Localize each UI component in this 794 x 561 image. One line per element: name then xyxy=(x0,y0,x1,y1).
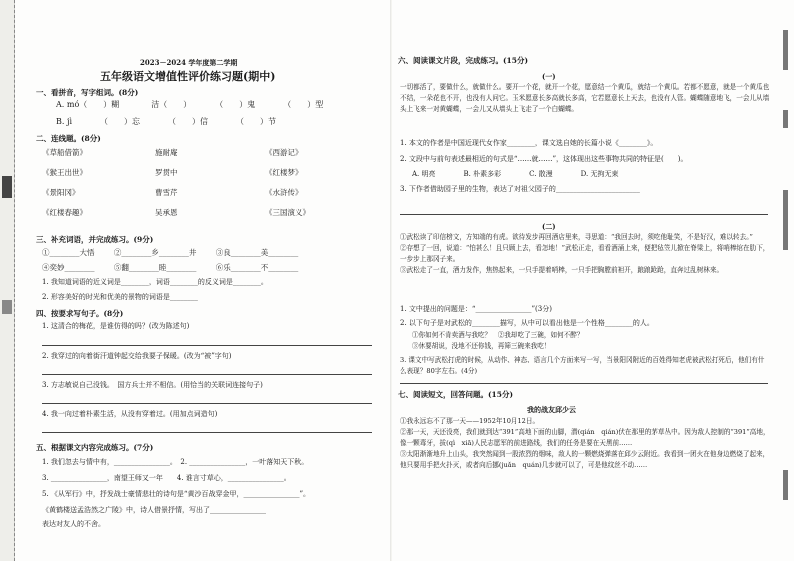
section-5-title: 五、根据课文内容完成练习。(7分) xyxy=(36,443,154,452)
passage-1-options[interactable]: A. 明亮 B. 朴素多彩 C. 散漫 D. 无拘无束 xyxy=(412,170,619,178)
question-3-2: 2. 形容美好的时光和优美的景物的词语是________ xyxy=(42,293,198,301)
section-4-title: 四、按要求写句子。(8分) xyxy=(36,309,124,318)
match-item[interactable]: 施耐庵 xyxy=(155,148,178,157)
idiom-4[interactable]: ④奕妙________ xyxy=(42,263,95,272)
question-5-2: 3. ________________，南望王师又一年 4. 谁言寸草心，________________。 xyxy=(42,474,291,482)
section-1-title: 一、看拼音，写字组词。(8分) xyxy=(36,88,139,97)
answer-line[interactable] xyxy=(42,345,372,346)
answer-line[interactable] xyxy=(400,214,768,215)
exam-title: 五年级语文增值性评价练习题(期中) xyxy=(100,70,276,83)
scan-shadow xyxy=(783,30,788,70)
idiom-5[interactable]: ⑤翻________睦________ xyxy=(113,263,197,272)
answer-line[interactable] xyxy=(42,403,372,404)
passage-1-q3: 3. 下作者借助园子里的生物，表达了对祖父园子的________________________ xyxy=(400,185,640,193)
binding-mark xyxy=(2,176,12,198)
left-page xyxy=(0,0,392,561)
section-2-title: 二、连线题。(8分) xyxy=(36,134,101,143)
answer-line[interactable] xyxy=(400,383,768,384)
scan-shadow xyxy=(783,190,788,250)
section-7-title: 七、阅读短文，回答问题。(15分) xyxy=(398,390,514,399)
match-item[interactable]: 《水浒传》 xyxy=(265,188,303,197)
passage-2-text: ①武松读了印信榜文，方知端的有虎。欲待发步再回酒店里来，寻思道：“我回去时，须吃他耻笑，不是好汉，难以转去。” ②存想了一回，说道：“怕甚么！且只顾上去，看怎地！”武松正走，看看酒涌上来，便把毡笠儿掀在脊梁上，将哨棒绾在肋下，一步步上那冈子来。 ③武松走了一直，酒力发作，焦热起来，一只手提着哨棒，一只手把胸膛前袒开，踉踉跄跄，直奔过乱树林来。 xyxy=(400,233,770,274)
passage-3-title: 我的战友邱少云 xyxy=(527,405,576,414)
question-4-3: 3. 方志敏说自己没钱。 国方兵士并不相信。(用恰当的关联词连接句子) xyxy=(42,381,263,389)
match-item[interactable]: 吴承恩 xyxy=(155,208,178,217)
match-item[interactable]: 罗贯中 xyxy=(155,168,178,177)
passage-1-head: (一) xyxy=(542,72,556,81)
passage-1-text: 一切都活了，要做什么，就做什么。要开一个花，就开一个花，愿意结一个黄瓜，就结一个黄瓜。若都不愿意，就是一个黄瓜也不结，一朵花也不开，也没有人问它。玉米愿意长多高就长多高，它若愿意长上天去，也没有人管。蝴蝶随意地飞，一会儿从墙头上飞来一对黄蝴蝶，一会儿又从墙头上飞走了一个白蝴蝶。 xyxy=(400,83,770,113)
idiom-3[interactable]: ③良________美________ xyxy=(215,248,299,257)
match-item[interactable]: 《西游记》 xyxy=(265,148,303,157)
idiom-2[interactable]: ②________乡________井 xyxy=(113,248,197,257)
pinyin-row-a: A. mó（ ）糊 洁（ ） （ ）鬼 （ ）型 xyxy=(56,100,324,109)
question-5-4: 《黄鹤楼送孟浩然之广陵》中，诗人借景抒情，写出了________________ xyxy=(42,506,266,514)
match-item[interactable]: 《三国演义》 xyxy=(265,208,310,217)
passage-3-text: ①我永远忘不了那一天——1952年10月12日。 ②那一天，天还没亮，我们就到达“391”高地下面的山脚，潜(qián qián)伏在那里的茅草丛中。因为敌人控制的“391”高地，像一颗毒牙，拔(qì xiā)人民志愿军的前进路线，我们的任务是要在天黑前…… ③太阳渐渐地升上山头，我突然闻到一股浓烈的烟味，敌人的一颗燃烧弹落在邱少云附近。我看到一团火在他身边燃烧了起来，他只要用手把火扑灭，或者向后挪(juǎn quán)几步就可以了，可是他纹丝不动…… xyxy=(400,417,770,469)
passage-1-q2: 2. 文段中与前句表述最相近的句式是“……就……”，这体现出这些事物共同的特征是( )。 xyxy=(400,155,688,163)
answer-line[interactable] xyxy=(42,432,372,433)
school-year: 2023－2024 学年度第二学期 xyxy=(140,58,238,67)
binding-mark xyxy=(2,300,12,314)
answer-line[interactable] xyxy=(42,374,372,375)
pinyin-row-b: B. jì （ ）忘 （ ）信 （ ）节 xyxy=(56,117,277,126)
question-5-3: 5. 《从军行》中，抒发战士豪情悲壮的诗句是“黄沙百战穿金甲，________________”。 xyxy=(42,490,311,498)
idiom-6[interactable]: ⑥乐________不________ xyxy=(215,263,299,272)
question-3-1: 1. 我知道词语的近义词是________，词语________的反义词是________。 xyxy=(42,278,268,286)
question-5-1: 1. 我们忽去与情中有，________________。 2. ________________，一叶落知天下秋。 xyxy=(42,458,309,466)
binding-strip xyxy=(0,0,15,561)
question-4-1: 1. 这清合的梅花，是谁仿得的吗？(改为陈述句) xyxy=(42,322,190,330)
idiom-1[interactable]: ①________大悟 xyxy=(42,248,95,257)
passage-2-options: ①你如何不肯卖酒与我吃？ ②我却吃了三碗，如何不醉？ ③休要胡说，没地不还你钱，再筛三碗来我吃！ xyxy=(412,331,584,350)
match-item[interactable]: 《草船借箭》 xyxy=(42,148,87,157)
match-item[interactable]: 曹雪芹 xyxy=(155,188,178,197)
scan-shadow xyxy=(783,110,788,128)
passage-2-q3: 3. 课文中写武松打虎的时候，从动作、神态、语言几个方面来写一写，当景阳冈附近的百姓得知老虎被武松打死后，他们有什么表现？80字左右。(4分) xyxy=(400,356,765,375)
scan-shadow xyxy=(783,470,788,500)
passage-2-q2: 2. 以下句子是对武松的________描写，从中可以看出他是一个性格________的人。 xyxy=(400,319,654,327)
question-4-4: 4. 我一向过着朴素生活，从没有穿着过。(用加点词造句) xyxy=(42,410,218,418)
match-item[interactable]: 《红楼春趣》 xyxy=(42,208,87,217)
idiom-row-2 xyxy=(42,263,298,272)
idiom-row-1 xyxy=(42,248,298,257)
right-page xyxy=(392,0,794,561)
question-5-5: 表达对友人的不舍。 xyxy=(42,520,105,528)
match-item[interactable]: 《猴王出世》 xyxy=(42,168,87,177)
match-item[interactable]: 《景阳冈》 xyxy=(42,188,80,197)
match-item[interactable]: 《红楼梦》 xyxy=(265,168,303,177)
question-4-2: 2. 我穿过的向着街汗道钟起交给我要子保暖。(改为“被”字句) xyxy=(42,352,232,360)
section-6-title: 六、阅读课文片段，完成练习。(15分) xyxy=(398,56,529,65)
section-3-title: 三、补充词语，并完成练习。(9分) xyxy=(36,235,154,244)
passage-1-q1: 1. 本文的作者是中国近现代女作家________，课文选自她的长篇小说《________》。 xyxy=(400,139,658,147)
passage-2-q1: 1. 文中提出的问题是：“________________”(3分) xyxy=(400,305,552,313)
cut-line xyxy=(14,0,27,561)
passage-2-head: (二) xyxy=(542,222,556,231)
